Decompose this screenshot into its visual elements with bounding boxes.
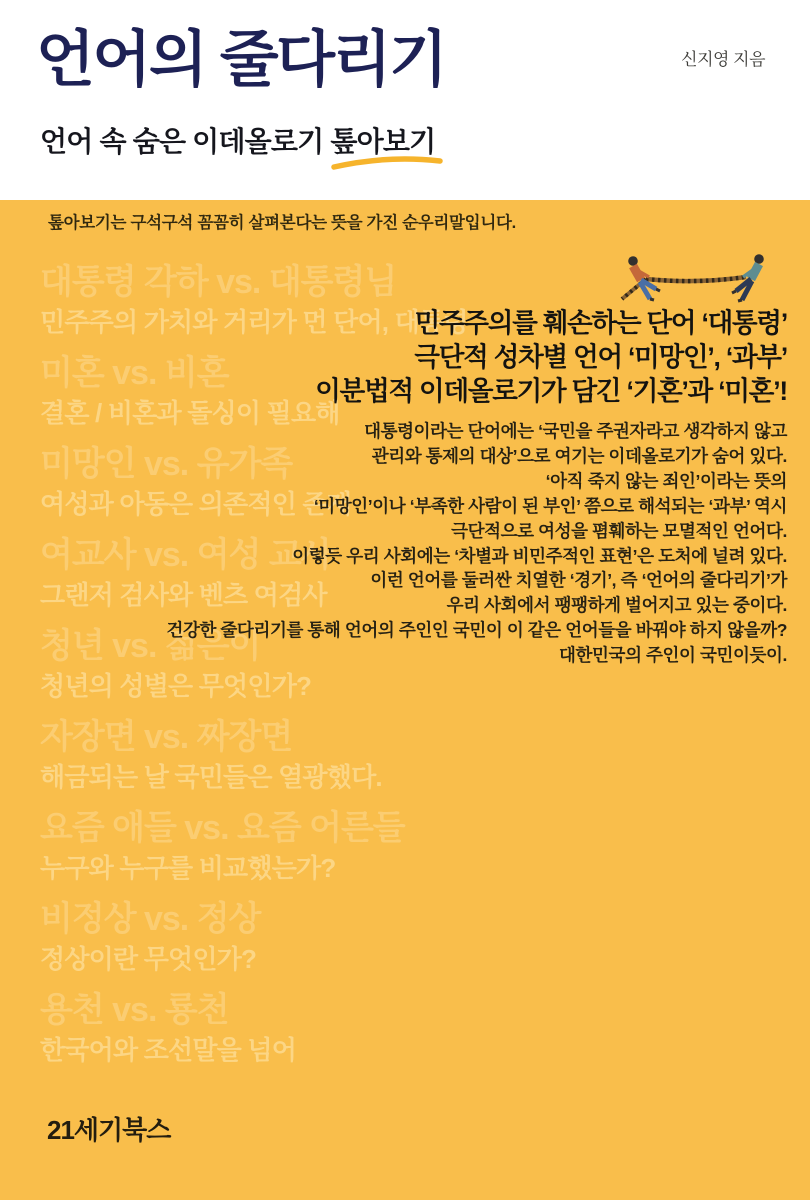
note-text: 톺아보기는 구석구석 꼼꼼히 살펴본다는 뜻을 가진 순우리말입니다.: [48, 214, 516, 232]
publisher-logo: 21세기북스: [47, 1115, 171, 1145]
book-title: 언어의 줄다리기: [36, 25, 446, 93]
blurb-line: 극단적으로 여성을 폄훼하는 모멸적인 언어다.: [451, 520, 787, 541]
vs-subheading: 누구와 누구를 비교했는가?: [40, 853, 336, 883]
vs-heading: 미혼 vs. 비혼: [40, 354, 229, 392]
vs-subheading: 결혼 / 비혼과 돌싱이 필요해: [40, 398, 340, 428]
vs-item: [40, 717, 468, 793]
vs-heading: 자장면 vs. 짜장면: [40, 718, 293, 756]
tug-of-war-icon: [616, 253, 776, 305]
vs-item: [40, 899, 468, 975]
blurb-line: ‘미망인’이나 ‘부족한 사람이 된 부인’ 쯤으로 해석되는 ‘과부’ 역시: [313, 495, 787, 516]
vs-subheading: 그랜저 검사와 벤츠 여검사: [40, 580, 327, 610]
blurb-line: 관리와 통제의 대상’으로 여기는 이데올로기가 숨어 있다.: [371, 445, 787, 466]
vs-heading: 대통령 각하 vs. 대통령님: [40, 263, 397, 301]
author-credit: 신지영 지음: [681, 50, 765, 69]
blurb-line: 이렇듯 우리 사회에는 ‘차별과 비민주적인 표현’은 도처에 널려 있다.: [292, 545, 787, 566]
vs-heading: 여교사 vs. 여성 교사: [40, 536, 333, 574]
cover-body: [0, 200, 810, 1200]
vs-item: [40, 990, 468, 1066]
blurb-line: 대한민국의 주인이 국민이듯이.: [559, 645, 787, 666]
headline-line: 민주주의를 훼손하는 단어 ‘대통령’: [414, 308, 787, 338]
vs-heading: 요즘 애들 vs. 요즘 어른들: [40, 809, 405, 847]
blurb-line: 우리 사회에서 팽팽하게 벌어지고 있는 중이다.: [446, 595, 787, 616]
headline: [315, 306, 787, 408]
vs-heading: 청년 vs. 젊은이: [40, 627, 261, 665]
vs-subheading: 한국어와 조선말을 넘어: [40, 1035, 297, 1065]
vs-subheading: 청년의 성별은 무엇인가?: [40, 671, 312, 701]
headline-line: 극단적 성차별 언어 ‘미망인’, ‘과부’: [414, 342, 787, 372]
vs-subheading: 정상이란 무엇인가?: [40, 944, 257, 974]
vs-heading: 미망인 vs. 유가족: [40, 445, 293, 483]
subtitle-emphasis-word: [330, 120, 435, 160]
vs-heading: 용천 vs. 룡천: [40, 991, 229, 1029]
vs-subheading: 민주주의 가치와 거리가 먼 단어, 대통령: [40, 307, 468, 337]
vs-item: [40, 808, 468, 884]
underline-swoosh-icon: [331, 154, 443, 170]
vs-subheading: 여성과 아동은 의존적인 존재: [40, 489, 352, 519]
vs-subheading: 해금되는 날 국민들은 열광했다.: [40, 762, 382, 792]
blurb-line: ‘아직 죽지 않는 죄인’이라는 뜻의: [545, 470, 787, 491]
vs-heading: 비정상 vs. 정상: [40, 900, 261, 938]
blurb-line: 이런 언어를 둘러싼 치열한 ‘경기’, 즉 ‘언어의 줄다리기’가: [370, 570, 787, 591]
blurb-line: 대통령이라는 단어에는 ‘국민을 주권자라고 생각하지 않고: [364, 421, 787, 441]
subtitle-emphasis-text: 톺아보기: [330, 126, 436, 157]
blurb-paragraph: [166, 419, 787, 668]
book-subtitle: [40, 120, 435, 160]
headline-line: 이분법적 이데올로기가 담긴 ‘기혼’과 ‘미혼’!: [315, 376, 787, 406]
subtitle-text: 언어 속 숨은 이데올로기: [40, 126, 331, 157]
blurb-line: 건강한 줄다리기를 통해 언어의 주인인 국민이 이 같은 언어들을 바꿔야 하지 않을까?: [166, 620, 787, 641]
